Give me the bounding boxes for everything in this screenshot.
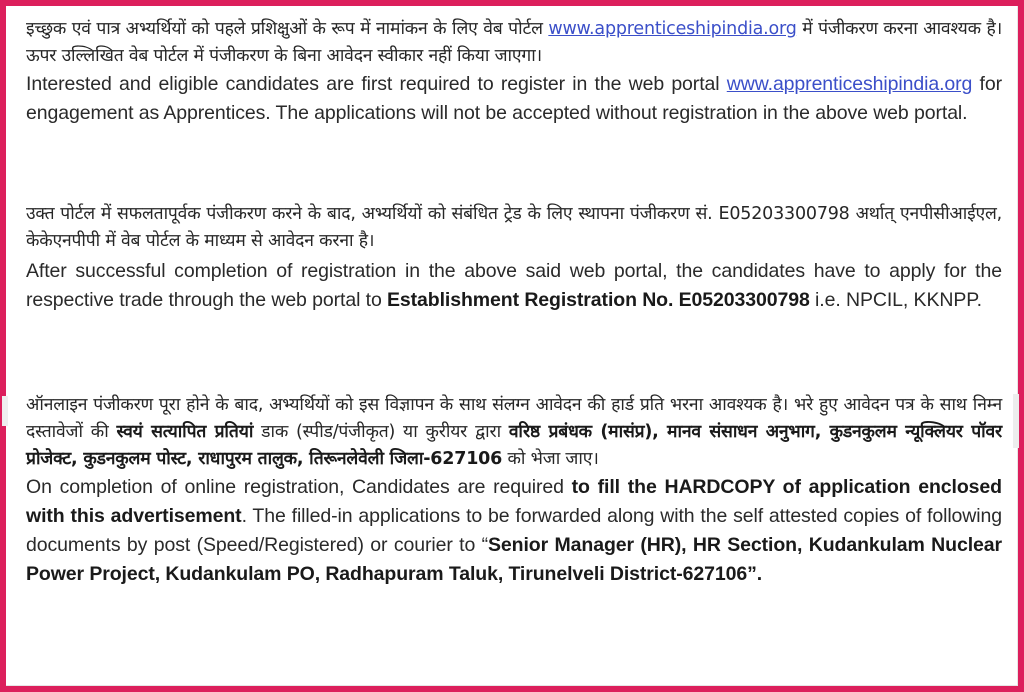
self-attested-copies-label: स्वयं सत्यापित प्रतियां (116, 422, 254, 442)
english-paragraph: After successful completion of registration in the above said web portal, the candidates have to apply for the respective trade through the web portal to Establishment Registration No. E05203300798 i.e. NPCIL, KKNPP. (26, 260, 1002, 311)
section-hardcopy-submission (26, 392, 1002, 589)
section-establishment-registration (26, 201, 1002, 315)
mailing-address-hindi: वरिष्ठ प्रबंधक (मासंप्र), मानव संसाधन अनुभाग, कुडनकुलम न्यूक्लियर पॉवर प्रोजेक्ट, कुडनकुलम पोस्ट, राधापुरम तालुक, तिरूनलेवेली जिला-627106 (26, 422, 1002, 469)
hindi-paragraph: उक्त पोर्टल में सफलतापूर्वक पंजीकरण करने के बाद, अभ्यर्थियों को संबंधित ट्रेड के लिए स्थापना पंजीकरण सं. E05203300798 अर्थात् एनपीसीआईएल, केकेएनपीपी में वेब पोर्टल के माध्यम से आवेदन करना है। (26, 204, 1002, 251)
hindi-paragraph: ऑनलाइन पंजीकरण पूरा होने के बाद, अभ्यर्थियों को इस विज्ञापन के साथ संलग्न आवेदन की हार्ड प्रति भरना आवश्यक है। भरे हुए आवेदन पत्र के साथ निम्न दस्तावेजों की स्वयं सत्यापित प्रतियां डाक (स्पीड/पंजीकृत) या कुरीयर द्वारा वरिष्ठ प्रबंधक (मासंप्र), मानव संसाधन अनुभाग, कुडनकुलम न्यूक्लियर पॉवर प्रोजेक्ट, कुडनकुलम पोस्ट, राधापुरम तालुक, तिरूनलेवेली जिला-627106 को भेजा जाए। (26, 395, 1002, 469)
apprenticeship-portal-link[interactable]: www.apprenticeshipindia.org (726, 73, 973, 95)
section-registration-requirement (26, 16, 1002, 128)
page-edge-marker (1013, 394, 1019, 448)
page-edge-marker (2, 396, 8, 426)
apprenticeship-portal-link[interactable]: www.apprenticeshipindia.org (548, 19, 797, 39)
english-paragraph: Interested and eligible candidates are first required to register in the web portal www.apprenticeshipindia.org for engagement as Apprentices. The applications will not be accepted without registration in the above web portal. (26, 73, 1002, 124)
english-paragraph: On completion of online registration, Candidates are required to fill the HARDCOPY of application enclosed with this advertisement. The filled-in applications to be forwarded along with the self attested copies of following documents by post (Speed/Registered) or courier to “Senior Manager (HR), HR Section, Kudankulam Nuclear Power Project, Kudankulam PO, Radhapuram Taluk, Tirunelveli District-627106”. (26, 476, 1003, 585)
establishment-registration-number: Establishment Registration No. E05203300798 (387, 289, 810, 311)
hindi-paragraph: इच्छुक एवं पात्र अभ्यर्थियों को पहले प्रशिक्षुओं के रूप में नामांकन के लिए वेब पोर्टल www.apprenticeshipindia.org में पंजीकरण करना आवश्यक है। ऊपर उल्लिखित वेब पोर्टल में पंजीकरण के बिना आवेदन स्वीकार नहीं किया जाएगा। (26, 19, 1002, 66)
mailing-address-english: Senior Manager (HR), HR Section, Kudankulam Nuclear Power Project, Kudankulam PO, Radhapuram Taluk, Tirunelveli District-627106”. (26, 534, 1002, 585)
document-frame (6, 6, 1018, 686)
hardcopy-instruction: to fill the HARDCOPY of application enclosed with this advertisement (26, 476, 1002, 527)
